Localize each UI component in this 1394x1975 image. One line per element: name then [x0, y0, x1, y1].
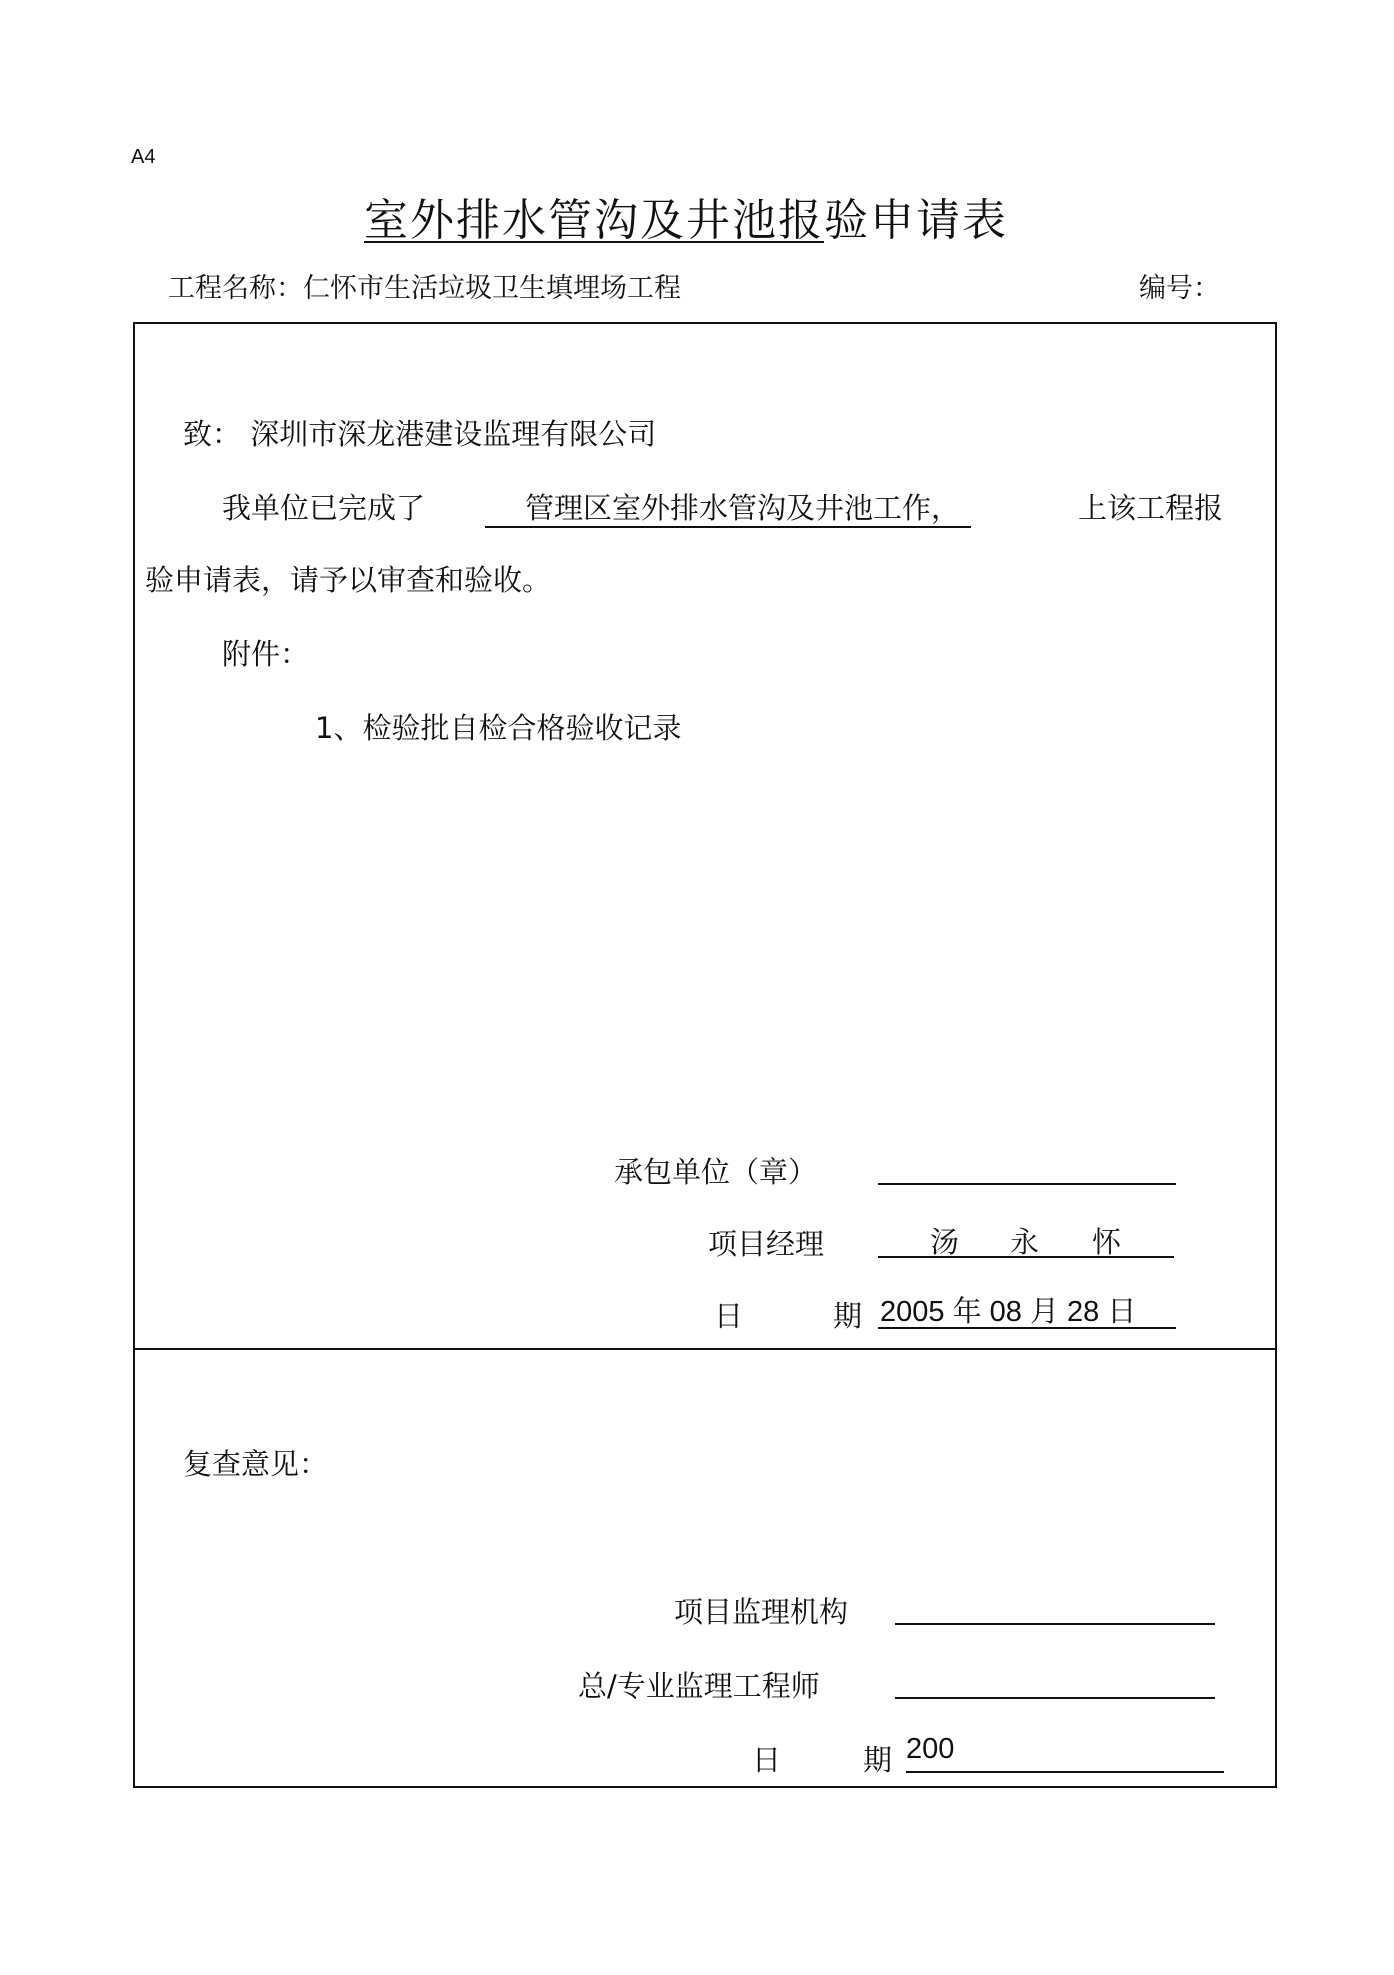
date-label-char: 期 [832, 1299, 862, 1333]
supervision-org-field[interactable] [895, 1585, 1215, 1625]
date-label-char: 日 [752, 1743, 782, 1777]
contractor-unit-field[interactable] [878, 1145, 1176, 1185]
form-frame [133, 322, 1277, 1788]
form-number-label: 编号： [1139, 273, 1220, 304]
section-divider [133, 1348, 1277, 1350]
contractor-unit-label: 承包单位（章） [614, 1155, 818, 1189]
date-label-char: 日 [714, 1299, 744, 1333]
supervising-engineer-label: 总/专业监理工程师 [578, 1669, 820, 1703]
addressee-line: 致： 深圳市深龙港建设监理有限公司 [183, 417, 657, 451]
project-manager-label: 项目经理 [708, 1227, 825, 1261]
review-opinion-label: 复查意见： [183, 1447, 329, 1481]
report-continuation-text: 验申请表，请予以审查和验收。 [145, 563, 552, 597]
attachment-item: 1、检验批自检合格验收记录 [315, 711, 682, 745]
title-rest-part: 验申请表 [824, 195, 1008, 246]
manager-name-char: 怀 [1092, 1225, 1122, 1259]
attachments-label: 附件： [222, 637, 310, 671]
review-date-label [752, 1738, 892, 1779]
report-prefix-text: 我单位已完成了 [222, 491, 426, 525]
review-date-field[interactable]: 200 [906, 1733, 1224, 1773]
title-underlined-part: 室外排水管沟及井池报 [364, 195, 824, 246]
contractor-date-field[interactable]: 2005 年 08 月 28 日 [878, 1289, 1176, 1329]
date-label-char: 期 [862, 1743, 892, 1777]
supervising-engineer-field[interactable] [895, 1659, 1215, 1699]
report-suffix-text: 上该工程报 [1078, 491, 1224, 525]
supervision-org-label: 项目监理机构 [674, 1595, 849, 1629]
contractor-date-label [714, 1294, 862, 1335]
manager-name-char: 永 [1010, 1225, 1040, 1259]
page-title [364, 184, 1008, 248]
project-name-label: 工程名称：仁怀市生活垃圾卫生填埋场工程 [168, 273, 681, 304]
form-code: A4 [131, 146, 156, 168]
completed-work-field[interactable]: 管理区室外排水管沟及井池工作， [485, 486, 971, 528]
manager-name-char: 汤 [930, 1225, 960, 1259]
project-manager-field[interactable] [878, 1218, 1174, 1258]
